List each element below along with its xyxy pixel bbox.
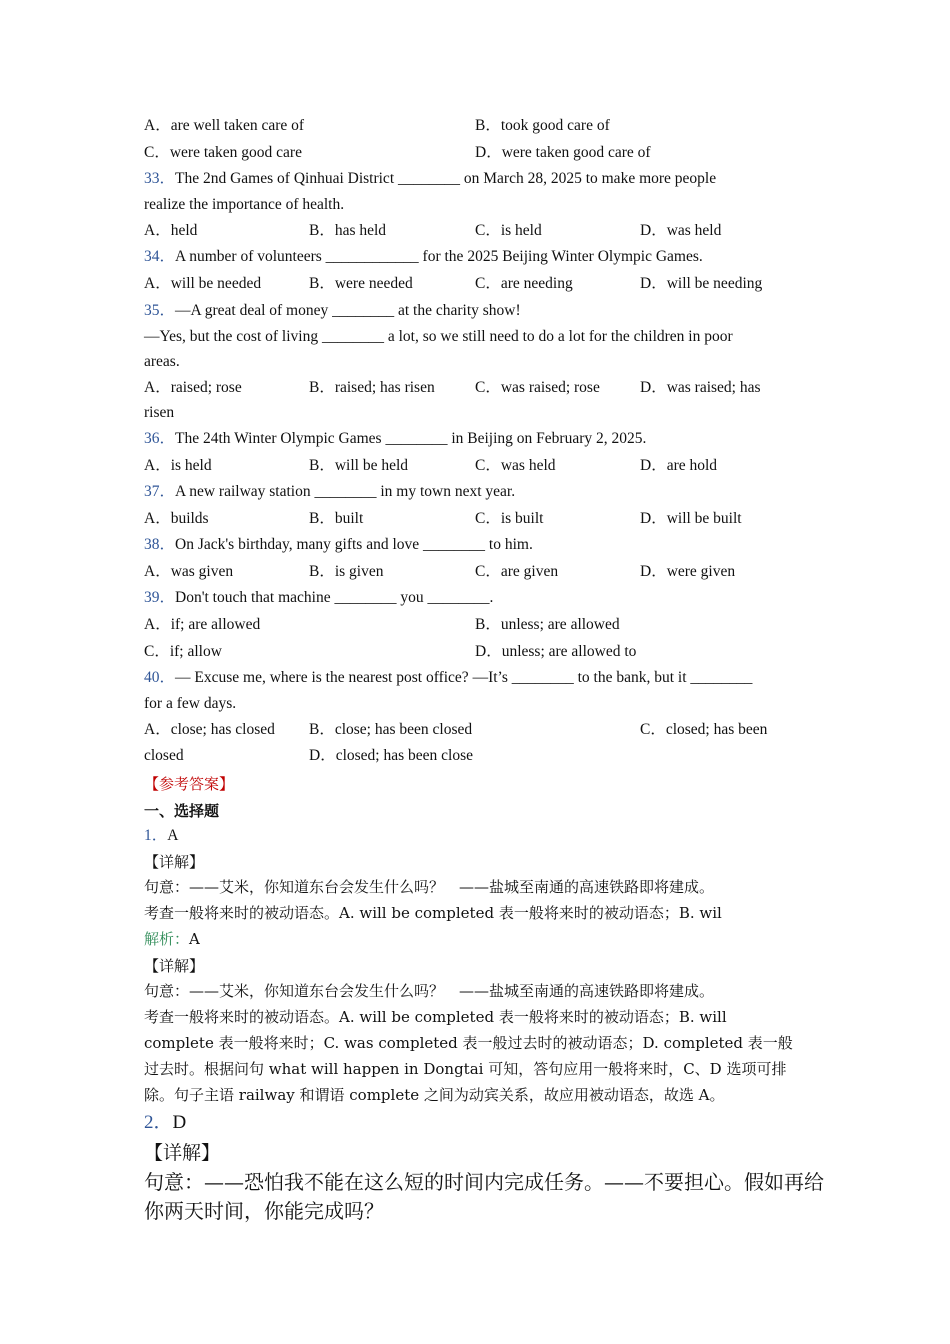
q35-text-line2: —Yes, but the cost of living ________ a lot, so we still need to do a lot for the children in poor: [144, 328, 733, 345]
q34-number: 34．: [144, 248, 176, 265]
detail-label-3: 【详解】: [144, 1142, 221, 1164]
q33-question: [144, 169, 716, 189]
q33-option-c: C．is held: [475, 222, 542, 239]
detail-2-line5: 除。句子主语 railway 和谓语 complete 之间为动宾关系，故应用被动语态，故选 A。: [144, 1086, 725, 1104]
answer-1-value: A: [167, 827, 179, 844]
q34-question: [144, 247, 703, 267]
q36-question: [144, 429, 646, 449]
q35-question: [144, 301, 521, 321]
q32-option-b: B．took good care of: [475, 117, 610, 134]
q33-text: The 2nd Games of Qinhuai District ________ on March 28, 2025 to make more people: [175, 170, 717, 187]
answers-header: 【参考答案】: [144, 775, 235, 793]
answer-2-value: D: [172, 1112, 187, 1133]
q39-number: 39．: [144, 589, 176, 606]
q38-option-b: B．is given: [309, 563, 384, 580]
analysis-value: A: [189, 930, 200, 948]
answer-2: [144, 1110, 186, 1136]
q37-option-c: C．is built: [475, 510, 544, 527]
q36-text: The 24th Winter Olympic Games ________ in Beijing on February 2, 2025.: [175, 430, 647, 447]
q37-number: 37．: [144, 483, 176, 500]
q39-option-d: D．unless; are allowed to: [475, 643, 637, 660]
analysis-label: 解析：: [144, 930, 190, 948]
q34-option-b: B．were needed: [309, 275, 413, 292]
q40-text: — Excuse me, where is the nearest post office? —It’s ________ to the bank, but it ________: [175, 669, 753, 686]
q35-number: 35．: [144, 302, 176, 319]
q38-number: 38．: [144, 536, 176, 553]
q35-option-d: D．was raised; has: [640, 379, 761, 396]
q40-question: [144, 668, 752, 688]
detail-2-line2: 考查一般将来时的被动语态。A. will be completed 表一般将来时的被动语态；B. will: [144, 1008, 727, 1026]
q34-option-a: A．will be needed: [144, 275, 262, 292]
q40-option-c-wrap: closed: [144, 747, 184, 764]
q39-option-c: C．if; allow: [144, 643, 222, 660]
q38-option-d: D．were given: [640, 563, 736, 580]
q37-option-d: D．will be built: [640, 510, 742, 527]
q35-option-b: B．raised; has risen: [309, 379, 435, 396]
q39-option-b: B．unless; are allowed: [475, 616, 620, 633]
detail-2-line4: 过去时。根据问句 what will happen in Dongtai 可知，答句应用一般将来时，C、D 选项可排: [144, 1060, 787, 1078]
q39-question: [144, 588, 493, 608]
detail-2-line3: complete 表一般将来时；C. was completed 表一般过去时的被动语态；D. completed 表一般: [144, 1034, 793, 1052]
q33-option-b: B．has held: [309, 222, 387, 239]
q33-text-cont: realize the importance of health.: [144, 196, 345, 213]
section-heading: 一、选择题: [144, 802, 220, 820]
q36-option-b: B．will be held: [309, 457, 409, 474]
detail-label-2: 【详解】: [144, 957, 205, 975]
q40-option-d: D．closed; has been close: [309, 747, 473, 764]
q35-option-d-wrap: risen: [144, 404, 175, 421]
q36-number: 36．: [144, 430, 176, 447]
q34-option-d: D．will be needing: [640, 275, 763, 292]
answer-2-number: 2．: [144, 1112, 173, 1133]
answer-1-number: 1．: [144, 827, 168, 844]
q40-text-cont: for a few days.: [144, 695, 237, 712]
q37-option-a: A．builds: [144, 510, 209, 527]
detail-1-line2: 考查一般将来时的被动语态。A. will be completed 表一般将来时的被动语态；B. wil: [144, 904, 722, 922]
q36-option-a: A．is held: [144, 457, 212, 474]
q38-option-a: A．was given: [144, 563, 234, 580]
q32-option-a: A．are well taken care of: [144, 117, 305, 134]
q32-option-c: C．were taken good care: [144, 144, 302, 161]
detail-1-line1: 句意：——艾米，你知道东台会发生什么吗？ ——盐城至南通的高速铁路即将建成。: [144, 878, 715, 896]
q36-option-d: D．are hold: [640, 457, 718, 474]
q40-number: 40．: [144, 669, 176, 686]
q34-option-c: C．are needing: [475, 275, 573, 292]
analysis-line: [144, 929, 200, 949]
q38-text: On Jack's birthday, many gifts and love ________ to him.: [175, 536, 533, 553]
q38-option-c: C．are given: [475, 563, 559, 580]
q35-option-a: A．raised; rose: [144, 379, 242, 396]
q35-option-c: C．was raised; rose: [475, 379, 600, 396]
q35-text-line3: areas.: [144, 353, 180, 370]
answer-1: [144, 826, 178, 846]
detail-2-line1: 句意：——艾米，你知道东台会发生什么吗？ ——盐城至南通的高速铁路即将建成。: [144, 982, 715, 1000]
q36-option-c: C．was held: [475, 457, 556, 474]
detail-label-1: 【详解】: [144, 853, 205, 871]
detail-3-line1: 句意：——恐怕我不能在这么短的时间内完成任务。——不要担心。假如再给: [144, 1170, 824, 1194]
q33-option-a: A．held: [144, 222, 198, 239]
q40-option-b: B．close; has been closed: [309, 721, 473, 738]
q39-text: Don't touch that machine ________ you ________.: [175, 589, 494, 606]
q40-option-a: A．close; has closed: [144, 721, 275, 738]
q37-text: A new railway station ________ in my town next year.: [175, 483, 516, 500]
q33-option-d: D．was held: [640, 222, 722, 239]
q37-question: [144, 482, 515, 502]
q37-option-b: B．built: [309, 510, 364, 527]
detail-3-line2: 你两天时间，你能完成吗？: [144, 1199, 384, 1223]
q33-number: 33．: [144, 170, 176, 187]
q39-option-a: A．if; are allowed: [144, 616, 261, 633]
q38-question: [144, 535, 533, 555]
q40-option-c: C．closed; has been: [640, 721, 768, 738]
q32-option-d: D．were taken good care of: [475, 144, 651, 161]
q35-text: —A great deal of money ________ at the charity show!: [175, 302, 521, 319]
q34-text: A number of volunteers ____________ for the 2025 Beijing Winter Olympic Games.: [175, 248, 703, 265]
